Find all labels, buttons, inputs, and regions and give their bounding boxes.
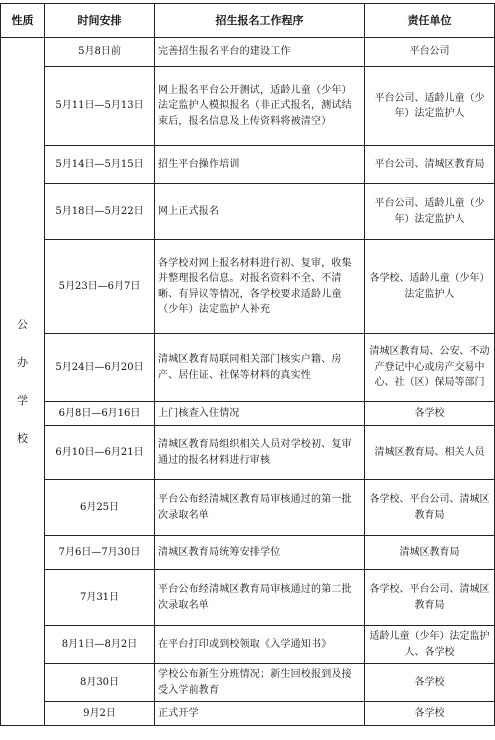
table-row xyxy=(1,240,495,334)
nature-char: 学 xyxy=(17,393,28,407)
time-cell: 5月11日—5月13日 xyxy=(45,67,155,146)
table-row xyxy=(1,38,495,67)
unit-cell: 各学校 xyxy=(365,664,495,702)
time-cell: 8月1日—8月2日 xyxy=(45,626,155,664)
procedure-cell: 网上正式报名 xyxy=(155,184,365,240)
table-row xyxy=(1,702,495,726)
time-cell: 7月31日 xyxy=(45,570,155,626)
time-cell: 6月8日—6月16日 xyxy=(45,402,155,426)
procedure-cell: 平台公布经清城区教育局审核通过的第二批次录取名单 xyxy=(155,570,365,626)
time-cell: 5月8日前 xyxy=(45,38,155,67)
unit-cell: 清城区教育局、公安、不动产登记中心或房产交易中心、社（区）保局等部门 xyxy=(365,334,495,402)
unit-cell: 平台公司 xyxy=(365,38,495,67)
nature-cell xyxy=(1,38,45,726)
procedure-cell: 各学校对网上报名材料进行初、复审，收集并整理报名信息。对报名资料不全、不清晰、有异议等情况，各学校要求适龄儿童（少年）法定监护人补充 xyxy=(155,240,365,334)
unit-cell: 适龄儿童（少年）法定监护人、各学校 xyxy=(365,626,495,664)
header-row xyxy=(1,4,495,38)
table-row xyxy=(1,570,495,626)
table-row xyxy=(1,426,495,480)
table-row xyxy=(1,184,495,240)
time-cell: 6月25日 xyxy=(45,480,155,536)
time-cell: 5月14日—5月15日 xyxy=(45,146,155,184)
unit-cell: 各学校、平台公司、清城区教育局 xyxy=(365,480,495,536)
header-unit: 责任单位 xyxy=(365,4,495,38)
procedure-cell: 清城区教育局组织相关人员对学校初、复审通过的报名材料进行审核 xyxy=(155,426,365,480)
table-row xyxy=(1,664,495,702)
procedure-cell: 清城区教育局统筹安排学位 xyxy=(155,536,365,570)
time-cell: 5月23日—6月7日 xyxy=(45,240,155,334)
time-cell: 6月10日—6月21日 xyxy=(45,426,155,480)
unit-cell: 平台公司、适龄儿童（少年）法定监护人 xyxy=(365,67,495,146)
table-row xyxy=(1,67,495,146)
header-nature: 性质 xyxy=(1,4,45,38)
time-cell: 5月18日—5月22日 xyxy=(45,184,155,240)
unit-cell: 清城区教育局、相关人员 xyxy=(365,426,495,480)
nature-char: 办 xyxy=(17,355,28,369)
unit-cell: 各学校、适龄儿童（少年）法定监护人 xyxy=(365,240,495,334)
unit-cell: 各学校 xyxy=(365,702,495,726)
table-row xyxy=(1,626,495,664)
header-procedure: 招生报名工作程序 xyxy=(155,4,365,38)
unit-cell: 平台公司、适龄儿童（少年）法定监护人 xyxy=(365,184,495,240)
procedure-cell: 平台公布经清城区教育局审核通过的第一批次录取名单 xyxy=(155,480,365,536)
table-row xyxy=(1,536,495,570)
table-row xyxy=(1,146,495,184)
header-time: 时间安排 xyxy=(45,4,155,38)
time-cell: 9月2日 xyxy=(45,702,155,726)
procedure-cell: 网上报名平台公开测试，适龄儿童（少年）法定监护人模拟报名（非正式报名，测试结束后，报名信息及上传资料将被清空） xyxy=(155,67,365,146)
procedure-cell: 清城区教育局联同相关部门核实户籍、房产、居住证、社保等材料的真实性 xyxy=(155,334,365,402)
procedure-cell: 在平台打印或到校领取《入学通知书》 xyxy=(155,626,365,664)
unit-cell: 各学校、平台公司、清城区教育局 xyxy=(365,570,495,626)
procedure-cell: 学校公布新生分班情况；新生回校报到及接受入学前教育 xyxy=(155,664,365,702)
procedure-cell: 上门核查入住情况 xyxy=(155,402,365,426)
unit-cell: 平台公司、清城区教育局 xyxy=(365,146,495,184)
nature-char: 公 xyxy=(17,317,28,331)
schedule-table xyxy=(0,3,495,726)
table-row xyxy=(1,334,495,402)
procedure-cell: 招生平台操作培训 xyxy=(155,146,365,184)
time-cell: 7月6日—7月30日 xyxy=(45,536,155,570)
table-row xyxy=(1,402,495,426)
time-cell: 8月30日 xyxy=(45,664,155,702)
nature-char: 校 xyxy=(17,431,28,445)
time-cell: 5月24日—6月20日 xyxy=(45,334,155,402)
unit-cell: 各学校 xyxy=(365,402,495,426)
procedure-cell: 完善招生报名平台的建设工作 xyxy=(155,38,365,67)
table-row xyxy=(1,480,495,536)
unit-cell: 清城区教育局 xyxy=(365,536,495,570)
procedure-cell: 正式开学 xyxy=(155,702,365,726)
